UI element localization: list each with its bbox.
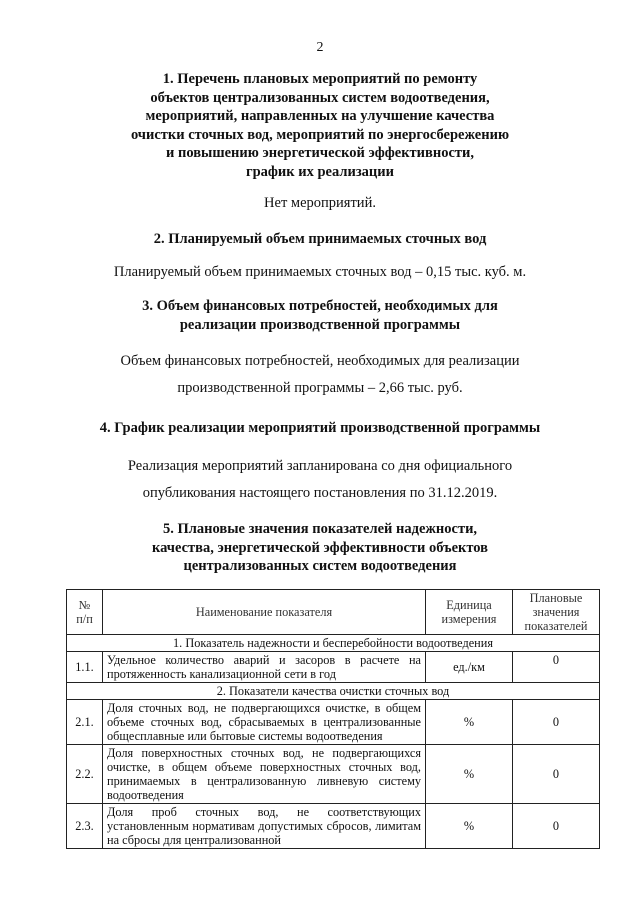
section-1-title-line: график их реализации (245, 163, 394, 180)
section-1-title-line: мероприятий, направленных на улучшение качества (145, 108, 495, 125)
section-4-text-line: опубликования настоящего постановления по 31.12.2019. (142, 485, 498, 501)
group-2-title: 2. Показатели качества очистки сточных вод (67, 683, 600, 700)
table-header-row (67, 590, 600, 635)
section-4-text (0, 453, 640, 507)
header-num-line: п/п (76, 612, 93, 626)
table-row (67, 652, 600, 683)
header-name: Наименование показателя (103, 590, 426, 635)
header-value-line: показателей (524, 619, 588, 633)
section-1-title-line: и повышению энергетической эффективности, (166, 145, 474, 162)
row-unit: % (426, 804, 513, 849)
table-row (67, 745, 600, 804)
row-name: Доля проб сточных вод, не соответствующих установленным нормативам допустимых сбросов, лимитам на сбросы для централизованной (103, 804, 426, 849)
row-value: 0 (513, 700, 600, 745)
table-row (67, 804, 600, 849)
section-1-title (0, 70, 640, 182)
section-4-title: 4. График реализации мероприятий производственной программы (99, 420, 541, 436)
section-1-title-line: объектов централизованных систем водоотведения, (150, 89, 490, 106)
section-3-text (0, 348, 640, 402)
section-5-title-line: 5. Плановые значения показателей надежности, (162, 521, 478, 537)
row-num: 1.1. (67, 652, 103, 683)
table-row (67, 700, 600, 745)
section-2-title: 2. Планируемый объем принимаемых сточных вод (153, 231, 487, 247)
header-value (513, 590, 600, 635)
row-unit: % (426, 745, 513, 804)
table-group-row (67, 683, 600, 700)
header-unit (426, 590, 513, 635)
row-value: 0 (513, 804, 600, 849)
section-4-text-line: Реализация мероприятий запланирована со дня официального (127, 458, 513, 474)
group-1-title: 1. Показатель надежности и бесперебойности водоотведения (67, 635, 600, 652)
indicators-table (66, 589, 600, 849)
row-value: 0 (513, 652, 600, 683)
row-value: 0 (513, 745, 600, 804)
row-name: Доля поверхностных сточных вод, не подвергающихся очистке, в общем объеме поверхностных сточных вод, принимаемых в централизованную ливневую систему водоотведения (103, 745, 426, 804)
section-3-title-line: 3. Объем финансовых потребностей, необходимых для (142, 298, 498, 314)
section-5-title-line: централизованных систем водоотведения (183, 558, 457, 575)
section-5-title (0, 520, 640, 576)
section-3-title-line: реализации производственной программы (179, 316, 461, 333)
header-num-line: № (78, 598, 91, 612)
section-5-title-line: качества, энергетической эффективности объектов (151, 539, 489, 556)
row-num: 2.3. (67, 804, 103, 849)
section-2-text: Планируемый объем принимаемых сточных вод – 0,15 тыс. куб. м. (113, 264, 527, 280)
row-num: 2.2. (67, 745, 103, 804)
header-value-line: значения (532, 605, 580, 619)
row-name: Удельное количество аварий и засоров в расчете на протяженность канализационной сети в год (103, 652, 426, 683)
section-3-text-line: Объем финансовых потребностей, необходимых для реализации (120, 353, 520, 369)
header-unit-line: Единица (446, 598, 492, 612)
section-3-title (0, 297, 640, 334)
header-unit-line: измерения (441, 612, 497, 626)
header-num (67, 590, 103, 635)
page-number: 2 (316, 40, 324, 55)
row-num: 2.1. (67, 700, 103, 745)
section-3-text-line: производственной программы – 2,66 тыс. руб. (177, 380, 463, 396)
table-group-row (67, 635, 600, 652)
section-1-text: Нет мероприятий. (264, 195, 376, 211)
row-unit: ед./км (426, 652, 513, 683)
row-name: Доля сточных вод, не подвергающихся очистке, в общем объеме сточных вод, сбрасываемых в централизованные общесплавные или бытовые системы водоотведения (103, 700, 426, 745)
header-value-line: Плановые (529, 591, 583, 605)
section-1-title-line: 1. Перечень плановых мероприятий по ремонту (162, 71, 478, 87)
row-unit: % (426, 700, 513, 745)
section-1-title-line: очистки сточных вод, мероприятий по энергосбережению (130, 126, 510, 143)
